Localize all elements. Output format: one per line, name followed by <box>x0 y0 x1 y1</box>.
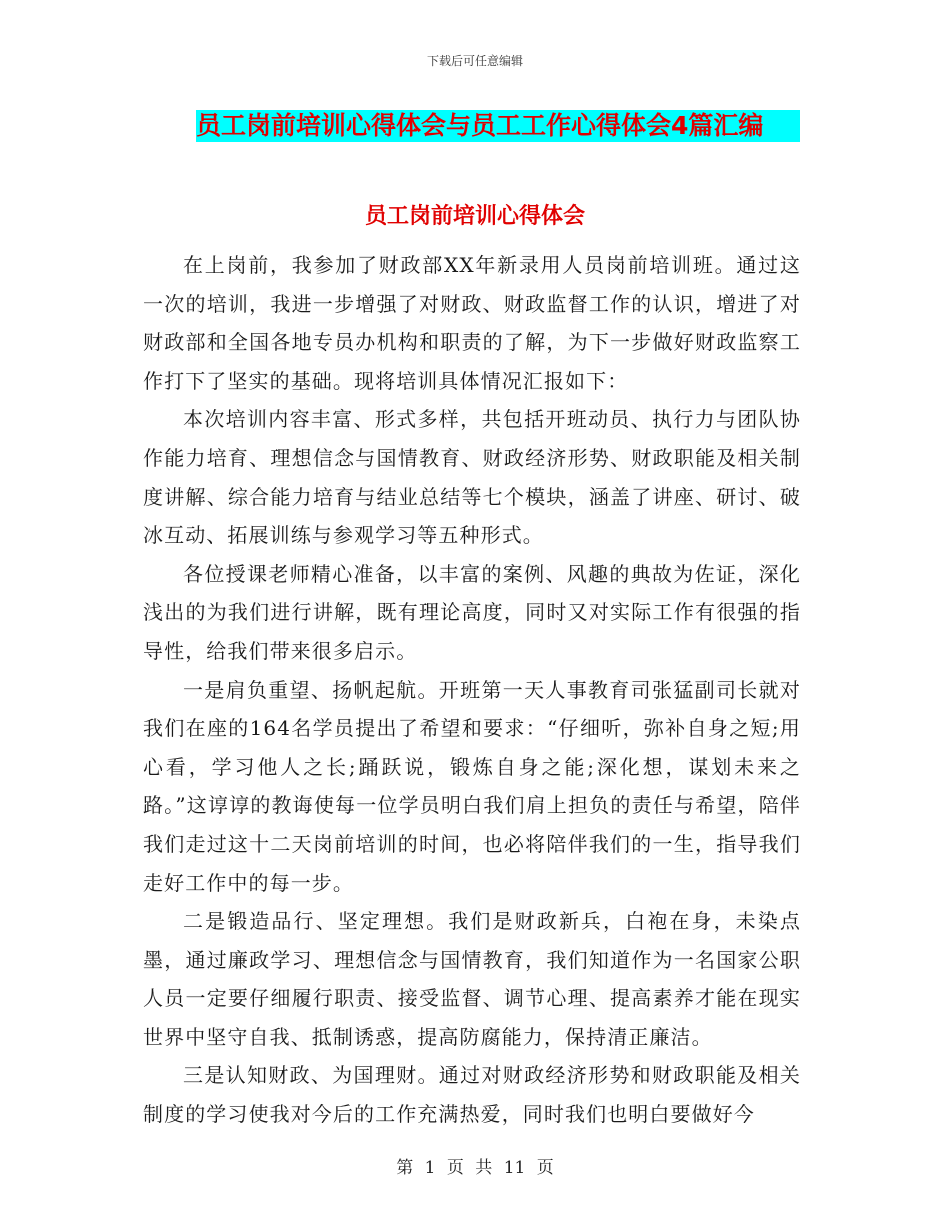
body-text <box>143 246 801 1134</box>
document-title: 员工岗前培训心得体会与员工工作心得体会4篇汇编 <box>196 110 800 142</box>
paragraph-2: 本次培训内容丰富、形式多样，共包括开班动员、执行力与团队协作能力培育、理想信念与国情教育、财政经济形势、财政职能及相关制度讲解、综合能力培育与结业总结等七个模块，涵盖了讲座、研讨、破冰互动、拓展训练与参观学习等五种形式。 <box>143 407 801 548</box>
paragraph-6: 三是认知财政、为国理财。通过对财政经济形势和财政职能及相关制度的学习使我对今后的工作充满热爱，同时我们也明白要做好今 <box>143 1063 801 1127</box>
paragraph-1: 在上岗前，我参加了财政部XX年新录用人员岗前培训班。通过这一次的培训，我进一步增强了对财政、财政监督工作的认识，增进了对财政部和全国各地专员办机构和职责的了解，为下一步做好财政监察工作打下了坚实的基础。现将培训具体情况汇报如下： <box>143 253 801 393</box>
section-title: 员工岗前培训心得体会 <box>364 204 585 229</box>
paragraph-3: 各位授课老师精心准备，以丰富的案例、风趣的典故为佐证，深化浅出的为我们进行讲解，既有理论高度，同时又对实际工作有很强的指导性，给我们带来很多启示。 <box>143 561 801 663</box>
page-footer: 第 1 页 共 11 页 <box>396 1158 554 1178</box>
header-note: 下载后可任意编辑 <box>426 54 523 68</box>
paragraph-4: 一是肩负重望、扬帆起航。开班第一天人事教育司张猛副司长就对我们在座的164名学员提出了希望和要求：“仔细听，弥补自身之短;用心看，学习他人之长;踊跃说，锻炼自身之能;深化想，谋划未来之路。”这谆谆的教诲使每一位学员明白我们肩上担负的责任与希望，陪伴我们走过这十二天岗前培训的时间，也必将陪伴我们的一生，指导我们走好工作中的每一步。 <box>143 677 801 895</box>
paragraph-5: 二是锻造品行、坚定理想。我们是财政新兵，白袍在身，未染点墨，通过廉政学习、理想信念与国情教育，我们知道作为一名国家公职人员一定要仔细履行职责、接受监督、调节心理、提高素养才能在现实世界中坚守自我、抵制诱惑，提高防腐能力，保持清正廉洁。 <box>143 909 801 1049</box>
